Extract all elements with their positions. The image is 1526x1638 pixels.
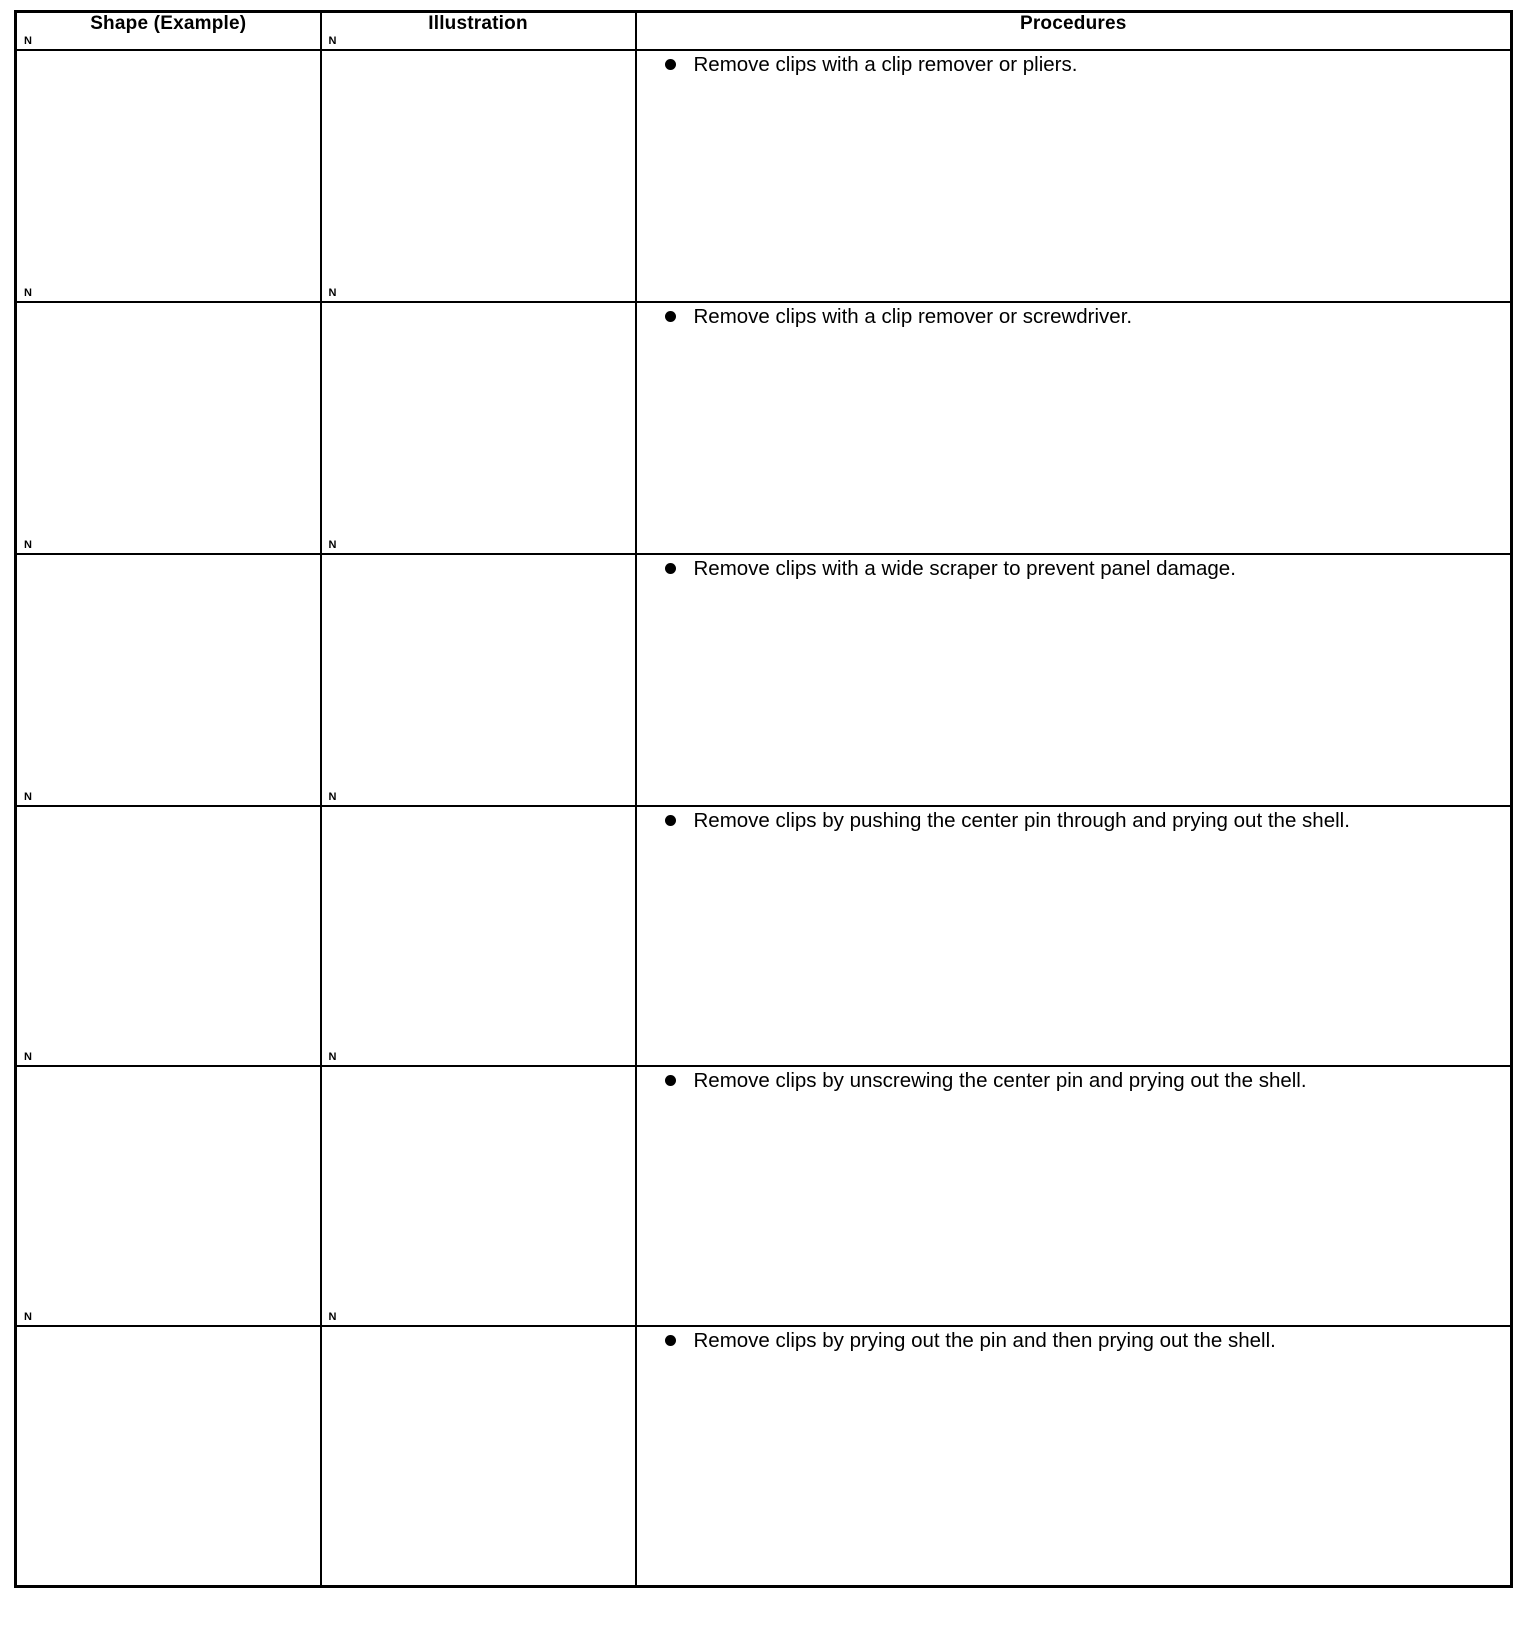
clip-removal-table bbox=[14, 10, 1513, 1588]
table-row bbox=[16, 1066, 1512, 1326]
shape-cell-mark: N bbox=[24, 35, 32, 47]
illustration-cell bbox=[321, 35, 636, 302]
shape-cell-mark: N bbox=[24, 287, 32, 299]
bullet-icon bbox=[665, 1075, 676, 1086]
shape-cell bbox=[16, 35, 321, 302]
procedure-cell bbox=[636, 1066, 1512, 1326]
table-row bbox=[16, 806, 1512, 1066]
illustration-cell-mark: N bbox=[328, 791, 337, 803]
table-row bbox=[16, 1326, 1512, 1586]
table-row bbox=[16, 302, 1512, 554]
bullet-icon bbox=[665, 311, 676, 322]
illustration-cell-mark: N bbox=[328, 1051, 337, 1063]
header-row bbox=[16, 12, 1512, 51]
procedure-text: Remove clips by prying out the pin and then prying out the shell. bbox=[693, 1329, 1276, 1352]
column-header-illustration: Illustration bbox=[321, 12, 636, 51]
illustration-cell-mark: N bbox=[328, 287, 337, 299]
procedure-cell bbox=[636, 806, 1512, 1066]
bullet-icon bbox=[665, 563, 676, 574]
table-header bbox=[16, 12, 1512, 51]
shape-cell bbox=[16, 1311, 321, 1586]
bullet-icon bbox=[665, 1335, 676, 1346]
shape-cell bbox=[16, 287, 321, 554]
procedure-text: Remove clips with a wide scraper to prevent panel damage. bbox=[693, 557, 1236, 580]
procedure-cell bbox=[636, 302, 1512, 554]
shape-cell bbox=[16, 539, 321, 806]
bullet-icon bbox=[665, 59, 676, 70]
illustration-cell bbox=[321, 287, 636, 554]
procedure-text: Remove clips by unscrewing the center pin and prying out the shell. bbox=[693, 1069, 1307, 1092]
shape-cell-mark: N bbox=[24, 1311, 32, 1323]
illustration-cell bbox=[321, 1311, 636, 1586]
shape-cell-mark: N bbox=[24, 1051, 32, 1063]
shape-cell bbox=[16, 791, 321, 1066]
illustration-cell-mark: N bbox=[328, 35, 337, 47]
table-row bbox=[16, 554, 1512, 806]
illustration-cell bbox=[321, 539, 636, 806]
table-row bbox=[16, 50, 1512, 302]
procedure-text: Remove clips by pushing the center pin through and prying out the shell. bbox=[693, 809, 1350, 832]
procedure-cell bbox=[636, 554, 1512, 806]
shape-cell bbox=[16, 1051, 321, 1326]
shape-cell-mark: N bbox=[24, 791, 32, 803]
column-header-procedures: Procedures bbox=[636, 12, 1512, 51]
illustration-cell-mark: N bbox=[328, 539, 337, 551]
bullet-icon bbox=[665, 815, 676, 826]
procedure-text: Remove clips with a clip remover or screwdriver. bbox=[693, 305, 1133, 328]
procedure-cell bbox=[636, 50, 1512, 302]
illustration-cell bbox=[321, 1051, 636, 1326]
procedure-cell bbox=[636, 1326, 1512, 1586]
table-body bbox=[16, 35, 1512, 1586]
shape-cell-mark: N bbox=[24, 539, 32, 551]
column-header-shape: Shape (Example) bbox=[16, 12, 321, 51]
illustration-cell bbox=[321, 791, 636, 1066]
procedure-text: Remove clips with a clip remover or pliers. bbox=[693, 53, 1078, 76]
illustration-cell-mark: N bbox=[328, 1311, 337, 1323]
